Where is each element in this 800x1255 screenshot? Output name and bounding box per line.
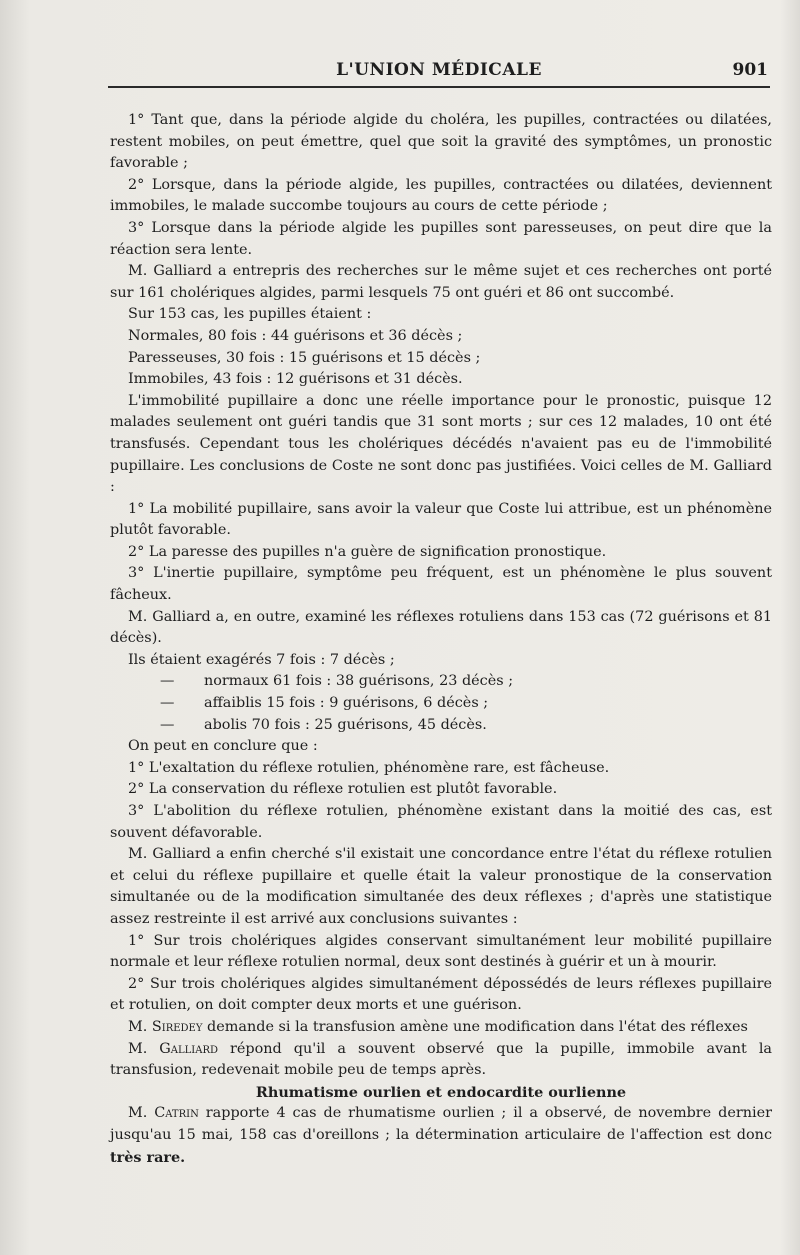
paragraph: 3° L'abolition du réflexe rotulien, phénomène existant dans la moitié des cas, est souvent défavorable. xyxy=(110,803,772,841)
list-item-text: abolis 70 fois : 25 guérisons, 45 décès. xyxy=(204,716,487,733)
list-item: Normales, 80 fois : 44 guérisons et 36 décès ; xyxy=(128,327,463,344)
paragraph xyxy=(110,1017,772,1039)
dash-mark: — xyxy=(160,673,175,690)
list-item xyxy=(110,693,772,715)
running-header xyxy=(108,56,770,88)
list-item: Immobiles, 43 fois : 12 guérisons et 31 décès. xyxy=(128,371,463,388)
dash-mark: — xyxy=(160,695,175,712)
paragraph: L'immobilité pupillaire a donc une réelle importance pour le pronostic, puisque 12 malades seulement ont guéri tandis que 31 sont morts ; sur ces 12 malades, 10 ont été transfusés. Cependant tous les cholériques décédés n'avaient pas eu de l'immobilité pupillaire. Les conclusions de Coste ne sont donc pas justifiées. Voici celles de M. Galliard : xyxy=(110,392,772,496)
paragraph: 1° Sur trois cholériques algides conservant simultanément leur mobilité pupillaire normale et leur réflexe rotulien normal, deux sont destinés à guérir et un à mourir. xyxy=(110,932,772,971)
paragraph: 2° Lorsque, dans la période algide, les pupilles, contractées ou dilatées, deviennent immobiles, le malade succombe toujours au cours de cette période ; xyxy=(110,176,772,215)
paragraph: 2° La paresse des pupilles n'a guère de signification pronostique. xyxy=(128,543,607,560)
list-item xyxy=(110,671,772,693)
section-heading: Rhumatisme ourlien et endocardite ourlienne xyxy=(255,1083,627,1101)
paragraph-text: rapporte 4 cas de rhumatisme ourlien ; il a observé, de novembre dernier jusqu'au 15 mai, 158 cas d'oreillons ; la détermination articulaire de l'affection est donc xyxy=(110,1105,773,1143)
paragraph-text: répond qu'il a souvent observé que la pupille, immobile avant la transfusion, redevenait mobile peu de temps après. xyxy=(110,1040,773,1079)
paragraph: M. Galliard a entrepris des recherches sur le même sujet et ces recherches ont porté sur 161 cholériques algides, parmi lesquels 75 ont guéri et 86 ont succombé. xyxy=(110,263,772,301)
paragraph-text: demande si la transfusion amène une modification dans l'état des réflexes xyxy=(202,1018,748,1035)
paragraph: 2° Sur trois cholériques algides simultanément dépossédés de leurs réflexes pupillaire et rotulien, on doit compter deux morts et une guérison. xyxy=(110,975,772,1014)
paragraph: Sur 153 cas, les pupilles étaient : xyxy=(128,306,372,323)
paragraph xyxy=(110,1039,772,1082)
paragraph: 3° L'inertie pupillaire, symptôme peu fréquent, est un phénomène le plus souvent fâcheux. xyxy=(110,565,772,604)
speaker-name: M. Galliard xyxy=(128,1040,219,1057)
paragraph: On peut en conclure que : xyxy=(128,738,318,755)
page-number: 901 xyxy=(732,60,768,80)
speaker-name: M. Siredey xyxy=(128,1018,203,1035)
emphasis-text: très rare. xyxy=(110,1148,186,1166)
list-item xyxy=(110,715,772,737)
body-text xyxy=(110,110,772,1169)
dash-mark: — xyxy=(160,716,175,733)
list-item: Paresseuses, 30 fois : 15 guérisons et 15 décès ; xyxy=(128,349,481,366)
paragraph: 1° Tant que, dans la période algide du choléra, les pupilles, contractées ou dilatées, restent mobiles, on peut émettre, quel que soit la gravité des symptômes, un pronostic favorable ; xyxy=(110,112,772,172)
paragraph: 3° Lorsque dans la période algide les pupilles sont paresseuses, on peut dire que la réaction sera lente. xyxy=(110,219,772,258)
paragraph xyxy=(110,1103,772,1169)
list-item-text: affaiblis 15 fois : 9 guérisons, 6 décès ; xyxy=(204,695,489,712)
journal-title: L'UNION MÉDICALE xyxy=(336,60,542,80)
list-item: Ils étaient exagérés 7 fois : 7 décès ; xyxy=(128,651,395,668)
paragraph: 1° La mobilité pupillaire, sans avoir la valeur que Coste lui attribue, est un phénomène plutôt favorable. xyxy=(110,500,772,539)
paragraph: 1° L'exaltation du réflexe rotulien, phénomène rare, est fâcheuse. xyxy=(128,759,610,776)
speaker-name: M. Catrin xyxy=(128,1105,199,1122)
list-item-text: normaux 61 fois : 38 guérisons, 23 décès ; xyxy=(204,673,514,690)
paragraph: M. Galliard a enfin cherché s'il existait une concordance entre l'état du réflexe rotulien et celui du réflexe pupillaire et quelle était la valeur pronostique de la conservation simultanée ou de la modification simultanée des deux réflexes ; d'après une statistique assez restreinte il est arrivé aux conclusions suivantes : xyxy=(110,846,772,927)
paragraph: M. Galliard a, en outre, examiné les réflexes rotuliens dans 153 cas (72 guérisons et 81 décès). xyxy=(110,608,772,647)
paragraph: 2° La conservation du réflexe rotulien est plutôt favorable. xyxy=(128,781,558,798)
